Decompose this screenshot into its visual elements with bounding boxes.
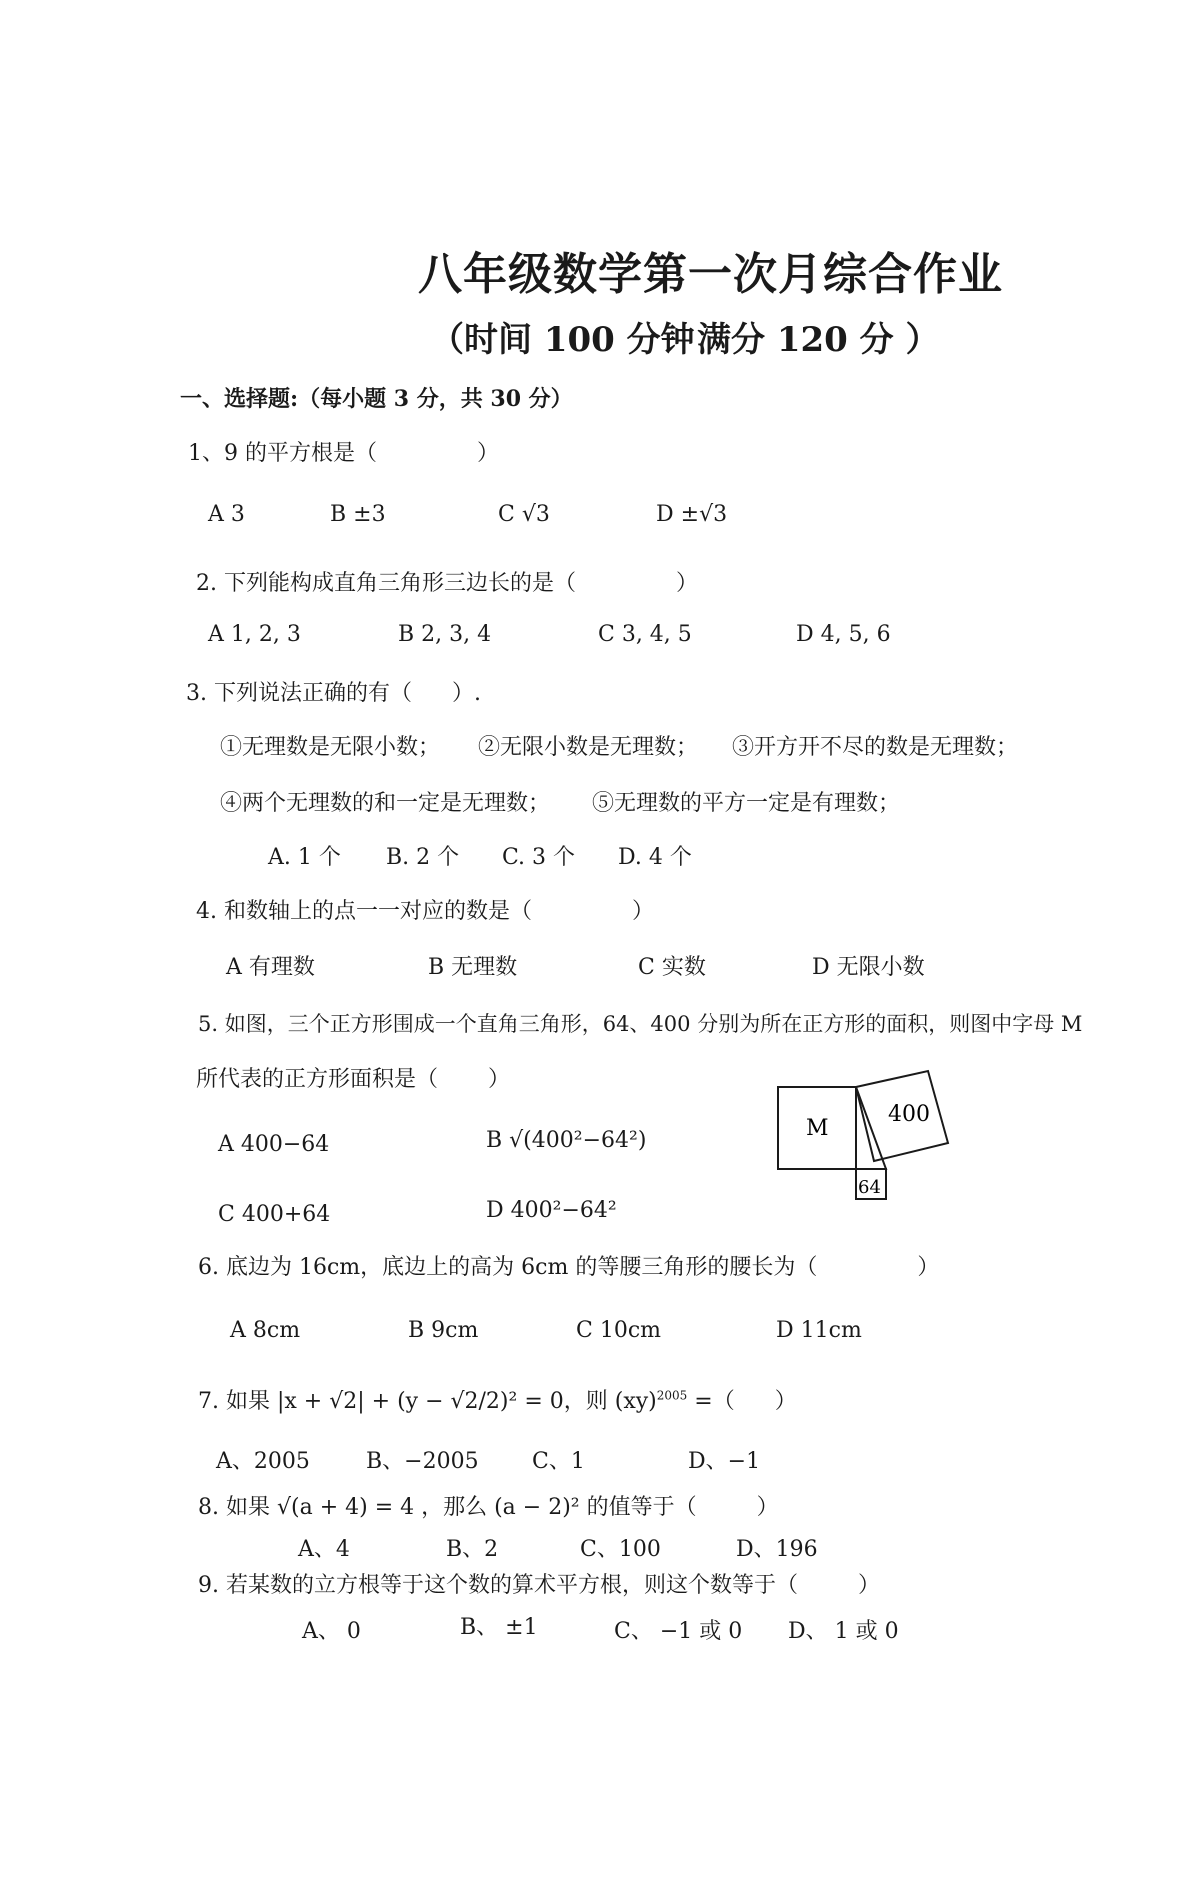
question-5-option-d: D 400²−64² xyxy=(486,1198,617,1223)
question-7-option-c: C、1 xyxy=(532,1449,585,1474)
question-7-stem-equals: =（ xyxy=(687,1389,735,1414)
section-heading: 一、选择题:（每小题 3 分，共 30 分） xyxy=(180,386,573,412)
question-4-option-a: A 有理数 xyxy=(226,955,315,980)
question-5-option-c: C 400+64 xyxy=(218,1202,331,1227)
question-7-stem-start: 7. 如果 |x + √2| + (y − √2/2)² = 0，则 (xy) xyxy=(198,1389,657,1414)
question-2-stem-start: 2. 下列能构成直角三角形三边长的是（ xyxy=(196,571,576,596)
question-8-option-b: B、2 xyxy=(446,1537,499,1562)
question-5-stem-line-2 xyxy=(196,1062,510,1093)
page-title: 八年级数学第一次月综合作业 xyxy=(418,249,1003,300)
question-4-option-c: C 实数 xyxy=(638,955,706,980)
question-3-stem-end: ）. xyxy=(451,681,481,706)
question-4-stem-start: 4. 和数轴上的点一一对应的数是（ xyxy=(196,899,532,924)
question-4-option-d: D 无限小数 xyxy=(812,955,925,980)
question-6-option-c: C 10cm xyxy=(576,1318,662,1343)
score-info: 满分 120 分 ） xyxy=(697,320,940,360)
question-1-stem-start: 1、9 的平方根是（ xyxy=(188,441,377,466)
question-9-option-d: D、 1 或 0 xyxy=(788,1619,899,1644)
question-9-option-b: B、 ±1 xyxy=(460,1615,538,1640)
time-info: （时间 100 分钟 xyxy=(430,320,695,360)
question-3-option-a: A. 1 个 xyxy=(268,845,341,870)
question-2-stem xyxy=(196,566,698,597)
question-2-option-c: C 3, 4, 5 xyxy=(598,622,692,647)
question-9-stem-start: 9. 若某数的立方根等于这个数的算术平方根，则这个数等于（ xyxy=(198,1573,798,1598)
question-8-option-d: D、196 xyxy=(736,1537,818,1562)
label-400: 400 xyxy=(888,1102,930,1127)
question-2-option-b: B 2, 3, 4 xyxy=(398,622,492,647)
label-m: M xyxy=(806,1116,829,1141)
question-8-stem-start: 8. 如果 √(a + 4) = 4 ，那么 (a − 2)² 的值等于（ xyxy=(198,1495,697,1520)
question-3-statement-4: ④两个无理数的和一定是无理数； xyxy=(220,791,551,816)
question-2-option-a: A 1, 2, 3 xyxy=(208,622,301,647)
pythagoras-squares-figure xyxy=(770,1065,960,1210)
question-6-option-a: A 8cm xyxy=(230,1318,301,1343)
question-8-option-c: C、100 xyxy=(580,1537,661,1562)
question-1-option-b: B ±3 xyxy=(330,502,386,527)
question-5-option-a: A 400−64 xyxy=(218,1132,330,1157)
question-3-option-b: B. 2 个 xyxy=(386,845,460,870)
question-7-exponent: 2005 xyxy=(656,1388,688,1403)
question-6-option-d: D 11cm xyxy=(776,1318,862,1343)
question-3-statement-2: ②无限小数是无理数； xyxy=(478,735,699,760)
question-3-stem xyxy=(186,676,481,707)
question-6-stem-start: 6. 底边为 16cm，底边上的高为 6cm 的等腰三角形的腰长为（ xyxy=(198,1255,818,1280)
question-5-stem-line-1: 5. 如图，三个正方形围成一个直角三角形，64、400 分别为所在正方形的面积，则图中字母 M xyxy=(198,1012,1083,1036)
question-8-stem xyxy=(198,1490,779,1521)
question-8-stem-end: ） xyxy=(756,1495,779,1520)
question-4-stem-end: ） xyxy=(632,899,655,924)
question-8-option-a: A、4 xyxy=(298,1537,350,1562)
question-2-stem-end: ） xyxy=(676,571,699,596)
question-3-statement-1: ①无理数是无限小数； xyxy=(220,735,441,760)
question-6-stem xyxy=(198,1250,939,1281)
question-7-stem xyxy=(198,1384,797,1415)
question-5-stem-end: ） xyxy=(488,1067,511,1092)
question-7-stem-end: ） xyxy=(774,1389,797,1414)
question-2-option-d: D 4, 5, 6 xyxy=(796,622,891,647)
question-1-stem-end: ） xyxy=(477,441,500,466)
question-9-stem xyxy=(198,1568,880,1599)
question-7-option-b: B、−2005 xyxy=(366,1449,479,1474)
question-1-option-a: A 3 xyxy=(208,502,245,527)
question-5-stem-start: 所代表的正方形面积是（ xyxy=(196,1067,439,1092)
question-1-stem xyxy=(188,436,499,467)
question-9-option-a: A、 0 xyxy=(302,1619,361,1644)
question-6-stem-end: ） xyxy=(917,1255,940,1280)
question-5-option-b: B √(400²−64²) xyxy=(486,1128,647,1153)
question-9-option-c: C、 −1 或 0 xyxy=(614,1619,743,1644)
label-64: 64 xyxy=(858,1177,881,1198)
question-3-option-c: C. 3 个 xyxy=(502,845,576,870)
question-7-option-a: A、2005 xyxy=(216,1449,310,1474)
question-3-statement-3: ③开方开不尽的数是无理数； xyxy=(732,735,1019,760)
question-3-statement-5: ⑤无理数的平方一定是有理数； xyxy=(592,791,901,816)
right-triangle xyxy=(856,1087,886,1169)
question-1-option-c: C √3 xyxy=(498,502,550,527)
question-1-option-d: D ±√3 xyxy=(656,502,728,527)
question-3-option-d: D. 4 个 xyxy=(618,845,692,870)
question-3-stem-start: 3. 下列说法正确的有（ xyxy=(186,681,412,706)
question-4-stem xyxy=(196,894,654,925)
question-6-option-b: B 9cm xyxy=(408,1318,479,1343)
question-7-option-d: D、−1 xyxy=(688,1449,761,1474)
question-4-option-b: B 无理数 xyxy=(428,955,518,980)
question-9-stem-end: ） xyxy=(858,1573,881,1598)
